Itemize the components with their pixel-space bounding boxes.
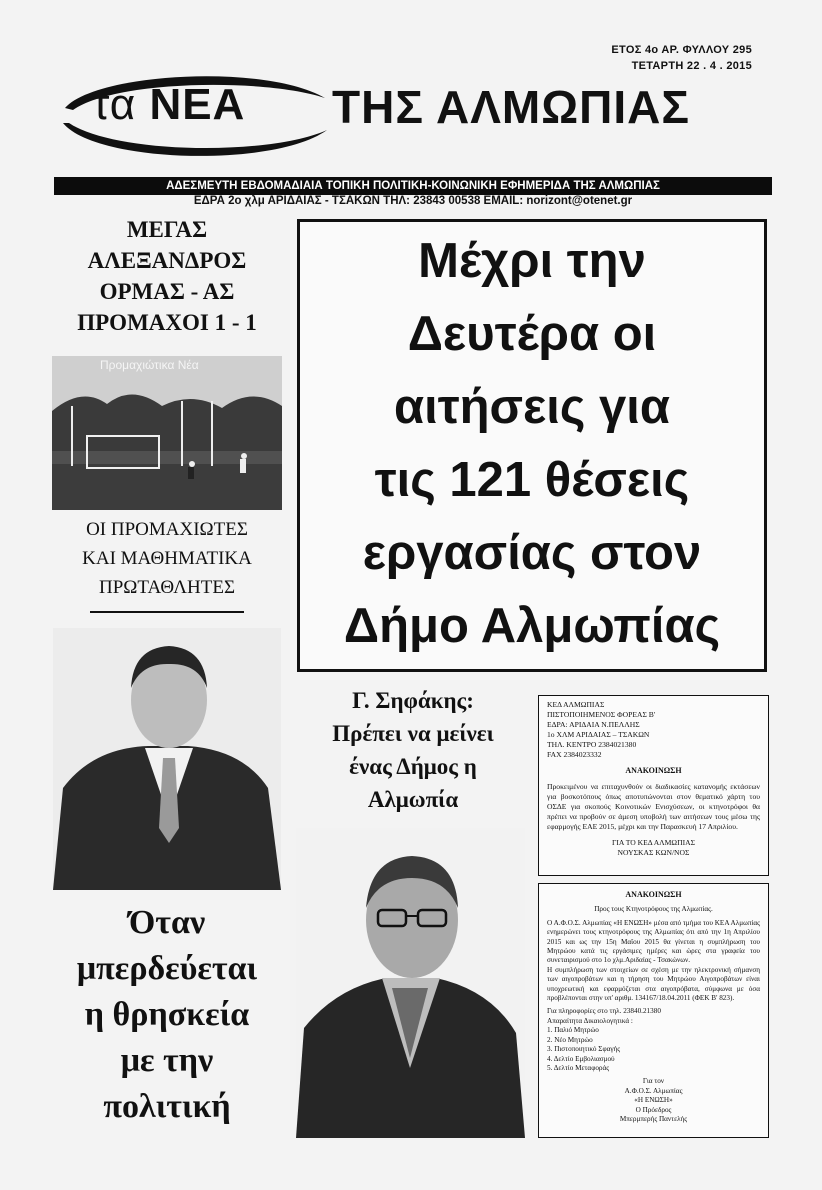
notice-header-line: FAX 2384023332: [547, 750, 602, 759]
religion-line: Όταν: [128, 904, 206, 941]
notice-title: ΑΝΑΚΟΙΝΩΣΗ: [625, 890, 682, 899]
notice-docs-title: Απαραίτητα Δικαιολογητικά :: [547, 1016, 633, 1025]
issue-date: ΤΕΤΑΡΤΗ 22 . 4 . 2015: [631, 60, 752, 72]
religion-line: μπερδεύεται: [76, 950, 258, 987]
portrait-photo-sifakis: [296, 828, 525, 1138]
notice-doc-item: 5. Δελτίο Μεταφοράς: [547, 1063, 610, 1072]
notice-body: Προκειμένου να επιταχυνθούν οι διαδικασίες κατανομής εκτάσεων για βοσκοτόπους όπως αποτυπώνονται στον θεματικό χάρτη του ΟΣΔΕ για σκοπούς Κοινοτικών Ενισχύσεων, οι κτηνοτρόφοι θα πρέπει να προβούν σε άμεση υποβολή των αιτήσεων τους μέσω της εφαρμογής ΕΑΕ 2015, μέχρι και την Παρασκευή 17 Απριλίου.: [547, 782, 760, 831]
notice-ked: [538, 695, 769, 876]
notice-sign: ΝΟΥΣΚΑΣ ΚΩΝ/ΝΟΣ: [617, 848, 690, 857]
notice-recipient: Προς τους Κτηνοτρόφους της Αλμωπίας.: [594, 905, 713, 914]
headline-line: Δήμο Αλμωπίας: [343, 599, 721, 653]
sifakis-line: Γ. Σηφάκης:: [352, 688, 474, 713]
logo-nea: ΝΕΑ: [149, 80, 246, 129]
headline-line: εργασίας στον: [362, 526, 702, 580]
sifakis-line: Αλμωπία: [367, 787, 459, 812]
notice-doc-item: 1. Παλιό Μητρώο: [547, 1026, 599, 1035]
notice-header-line: ΚΕΔ ΑΛΜΩΠΙΑΣ: [547, 700, 605, 709]
headline-line: Δευτέρα οι: [407, 307, 657, 361]
issue-number: ΕΤΟΣ 4ο ΑΡ. ΦΥΛΛΟΥ 295: [611, 44, 752, 56]
headline-line: αιτήσεις για: [393, 380, 670, 434]
notice-sign: Για τον: [642, 1077, 665, 1086]
notice-body: Η συμπλήρωση των στοιχείων σε σχέση με την ηλεκτρονική σήμανση των αιγοπροβάτων και η τήρηση του Μητρώου Αιγοπροβάτων είναι υποχρεωτική και εφαρμόζεται στα αιγοπρόβατα, σύμφωνα με όσα προβλέπονται στην υπ' αριθμ. 134167/18.04.2011 (ΦΕΚ Β' 823).: [547, 965, 760, 1003]
religion-line: πολιτική: [103, 1088, 231, 1125]
masthead-banner: ΑΔΕΣΜΕΥΤΗ ΕΒΔΟΜΑΔΙΑΙΑ ΤΟΠΙΚΗ ΠΟΛΙΤΙΚΗ-ΚΟΙΝΩΝΙΚΗ ΕΦΗΜΕΡΙΔΑ ΤΗΣ ΑΛΜΩΠΙΑΣ: [54, 177, 772, 195]
sifakis-line: Πρέπει να μείνει: [332, 721, 494, 746]
notice-doc-item: 2. Νέο Μητρώο: [547, 1035, 593, 1044]
notice-header-line: ΤΗΛ. ΚΕΝΤΡΟ 2384021380: [547, 740, 637, 749]
notice-body: Ο Α.Φ.Ο.Σ. Αλμωπίας «Η ΕΝΩΣΗ» μέσα από τμήμα του ΚΕΑ Αλμωπίας ενημερώνει τους κτηνοτρόφους της Αλμωπίας ότι από την 1η Απριλίου 2015 και ως την 15η Μαΐου 2015 θα γίνεται η συμπλήρωση του Μητρώου κατά τις εργάσιμες ημέρες και ώρες στα γραφεία του συνεταιρισμού στο 1ο χλμ.Αριδαίας - Τσακώνων.: [547, 918, 760, 965]
logo-ta: τα: [92, 80, 137, 129]
religion-line: η θρησκεία: [84, 996, 250, 1033]
notice-header-line: ΠΙΣΤΟΠΟΙΗΜΕΝΟΣ ΦΟΡΕΑΣ Β': [547, 710, 656, 719]
sport-caption-line: ΚΑΙ ΜΑΘΗΜΑΤΙΚΑ: [82, 548, 252, 569]
logo: [92, 80, 245, 130]
notice-signature: [547, 1077, 760, 1124]
sifakis-line: ένας Δήμος η: [349, 754, 477, 779]
sport-headline-line: ΜΕΓΑΣ: [126, 217, 208, 242]
sport-headline-line: ΟΡΜΑΣ - ΑΣ: [99, 279, 235, 304]
notice-sign: Ο Πρόεδρος: [635, 1105, 672, 1114]
notice-doc-item: 4. Δελτίο Εμβολιασμού: [547, 1054, 615, 1063]
notice-phone: Για πληροφορίες στο τηλ. 23840.21380: [547, 1007, 661, 1016]
notice-header-line: 1ο ΧΛΜ ΑΡΙΔΑΙΑΣ – ΤΣΑΚΩΝ: [547, 730, 650, 739]
notice-afos: [538, 883, 769, 1138]
sport-caption-line: ΠΡΩΤΑΘΛΗΤΕΣ: [98, 577, 235, 598]
main-headline: [297, 225, 767, 663]
religion-line: με την: [120, 1042, 214, 1079]
notice-header-line: ΕΔΡΑ: ΑΡΙΔΑΙΑ Ν.ΠΕΛΛΗΣ: [547, 720, 640, 729]
headline-line: τις 121 θέσεις: [374, 453, 690, 507]
football-photo: [52, 356, 282, 510]
religion-headline: [52, 900, 282, 1130]
sport-caption: [52, 515, 282, 602]
sifakis-headline: [300, 684, 526, 816]
sport-headline-line: ΠΡΟΜΑΧΟΙ 1 - 1: [77, 310, 257, 335]
photo-watermark: Προμαχιώτικα Νέα: [100, 358, 199, 372]
portrait-figure: [53, 628, 281, 890]
newspaper-title: ΤΗΣ ΑΛΜΩΠΙΑΣ: [332, 81, 690, 133]
notice-sign: «Η ΕΝΩΣΗ»: [634, 1096, 673, 1105]
divider: [90, 611, 244, 613]
sport-headline-line: ΑΛΕΞΑΝΔΡΟΣ: [87, 248, 247, 273]
notice-sign: ΓΙΑ ΤΟ ΚΕΔ ΑΛΜΩΠΙΑΣ: [612, 838, 695, 847]
notice-title: ΑΝΑΚΟΙΝΩΣΗ: [625, 766, 682, 775]
notice-sign: Μπερμπερής Παντελής: [619, 1114, 688, 1123]
football-scene: [52, 356, 282, 510]
notice-sign: Α.Φ.Ο.Σ. Αλμωπίας: [624, 1086, 683, 1095]
sport-caption-line: ΟΙ ΠΡΟΜΑΧΙΩΤΕΣ: [86, 519, 248, 540]
sport-headline: [52, 214, 282, 338]
headline-line: Μέχρι την: [418, 234, 646, 288]
portrait-photo-left: [53, 628, 281, 890]
sifakis-figure: [296, 828, 525, 1138]
masthead-contact: ΕΔΡΑ 2ο χλμ ΑΡΙΔΑΙΑΣ - ΤΣΑΚΩΝ ΤΗΛ: 23843 00538 EMAIL: norizont@otenet.gr: [193, 195, 633, 207]
notice-doc-item: 3. Πιστοποιητικό Σφαγής: [547, 1045, 621, 1054]
